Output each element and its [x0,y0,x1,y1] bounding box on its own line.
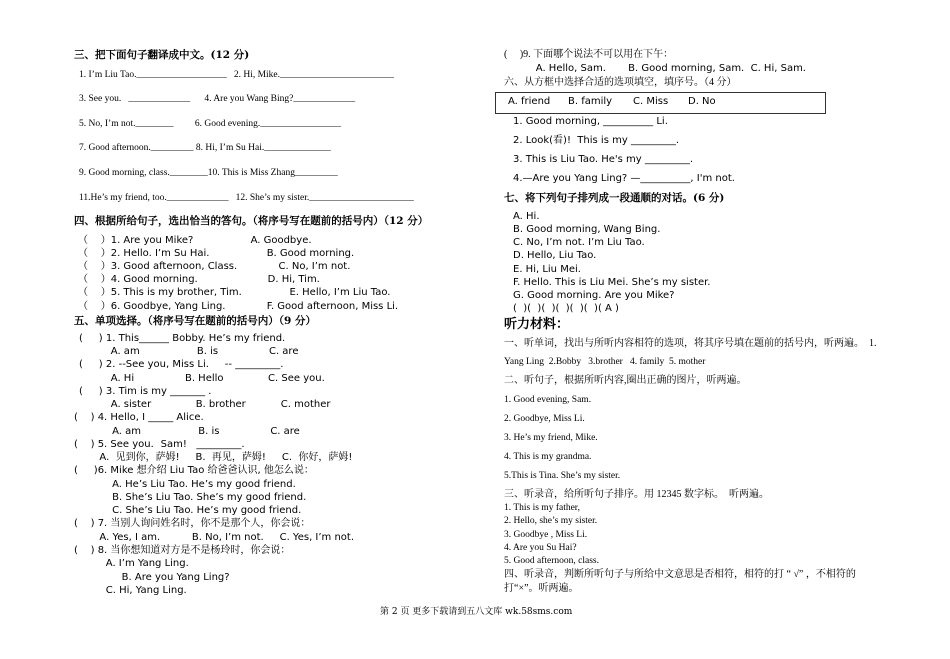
match-row: （ ）3. Good afternoon, Class. C. No, I’m not. [78,261,351,272]
choice-row: A. 见到你，萨姆! B. 再见，萨姆! C. 你好，萨姆! [74,452,353,463]
choice-row: ( ) 7. 当别人询问姓名时，你不是那个人，你会说： [74,518,311,529]
listening-line: 3. He’s my friend, Mike. [504,433,598,443]
choice-row: A. am B. is C. are [74,426,300,437]
dialog-line: G. Good morning. Are you Mike? [513,290,675,301]
listening-line: 2. Goodbye, Miss Li. [504,414,585,424]
choice-row: ( )6. Mike 想介绍 Liu Tao 给爸爸认识, 他怎么说： [74,465,314,476]
word-option: D. No [688,96,716,107]
answer-order: ( )( )( )( )( )( )( A ) [513,303,619,314]
listening-line: 一、听单词，找出与所听内容相符的选项，将其序号填在题前的括号内，听两遍。 1. [504,338,877,349]
choice-row: ( ) 2. --See you, Miss Li. -- _________. [79,359,284,370]
choice-row: A. sister B. brother C. mother [79,399,331,410]
choice-row: ( ) 1. This______ Bobby. He’s my friend. [79,333,286,344]
match-row: （ ）6. Goodbye, Yang Ling. F. Good afternoon, Miss Li. [78,301,399,312]
match-row: （ ）2. Hello. I’m Su Hai. B. Good morning. [78,248,355,259]
listening-line: 二、听句子，根据所听内容,圈出正确的图片，听两遍。 [504,375,747,386]
listening-line: 5.This is Tina. She’s my sister. [504,471,621,481]
dialog-line: D. Hello, Liu Tao. [513,250,597,261]
fill-blank-row: 3. This is Liu Tao. He's my _________. [513,154,694,165]
listening-line: 1. Good evening, Sam. [504,395,592,405]
listening-line: 5. Good afternoon, class. [504,556,599,566]
choice-row: A. Hi B. Hello C. See you. [79,373,325,384]
dialog-line: E. Hi, Liu Mei. [513,264,581,275]
translate-row: 5. No, I’m not.________ 6. Good evening._________________ [79,119,342,129]
choice-row: ( ) 5. See you．Sam! _________. [74,439,245,450]
word-option-box [495,92,826,114]
dialog-line: A. Hi. [513,211,540,222]
listening-line: Yang Ling 2.Bobby 3.brother 4. family 5. mother [504,357,706,367]
choice-row: C. She’s Liu Tao. He’s my good friend. [74,505,302,516]
choice-row: A. He’s Liu Tao. He’s my good friend. [74,479,296,490]
word-option: B. family [568,96,613,107]
listening-line: 4. Are you Su Hai? [504,543,577,553]
listening-line: 四、听录音，判断所听句子与所给中文意思是否相符，相符的打 “ √” ，不相符的 [504,569,856,580]
word-option: A. friend [508,96,551,107]
match-row: （ ）5. This is my brother, Tim. E. Hello, I’m Liu Tao. [78,287,391,298]
match-row: （ ）1. Are you Mike? A. Goodbye. [78,235,312,246]
translate-row: 11.He’s my friend, too._____________ 12. She’s my sister.______________________ [79,193,414,203]
choice-row: C. Hi, Yang Ling. [74,585,187,596]
translate-row: 7. Good afternoon._________ 8. Hi, I’m Su Hai.______________ [79,143,331,153]
fill-blank-row: 1. Good morning, __________ Li. [513,116,668,127]
listening-title: 听力材料： [504,317,570,332]
choice-row: A. am B. is C. are [79,346,299,357]
section-4-title: 四、根据所给句子，选出恰当的答句。（将序号写在题前的括号内）（12 分） [74,215,429,227]
section-6-title: 六、从方框中选择合适的选项填空，填序号。（4 分） [504,77,737,88]
question-9: ( )9. 下面哪个说法不可以用在下午： [504,49,674,60]
fill-blank-row: 4.—Are you Yang Ling? —__________, I'm not. [513,173,735,184]
word-option: C. Miss [633,96,669,107]
listening-line: 1. This is my father, [504,503,580,513]
dialog-line: C. No, I’m not. I’m Liu Tao. [513,237,645,248]
listening-line: 2. Hello, she’s my sister. [504,516,598,526]
listening-line: 三、听录音，给所听句子排序。用 12345 数字标。 听两遍。 [504,489,769,500]
section-3-title: 三、把下面句子翻译成中文。(12 分) [74,49,250,61]
choice-row: A. I’m Yang Ling. [74,558,189,569]
listening-line: 4. This is my grandma. [504,452,592,462]
listening-line: 打“×”。听两遍。 [504,583,579,594]
choice-row: ( ) 4. Hello, I _____ Alice. [74,412,204,423]
choice-row: ( ) 3. Tim is my _______ . [79,386,212,397]
listening-line: 3. Goodbye , Miss Li. [504,530,588,540]
translate-row: 3. See you. _____________ 4. Are you Wang Bing?_____________ [79,94,356,104]
translate-row: 9. Good morning, class.________10. This is Miss Zhang_________ [79,168,338,178]
dialog-line: B. Good morning, Wang Bing. [513,224,661,235]
section-7-title: 七、将下列句子排列成一段通顺的对话。(6 分) [504,192,725,204]
translate-row: 1. I’m Liu Tao.___________________ 2. Hi, Mike.________________________ [79,70,395,80]
choice-row: B. Are you Yang Ling? [74,572,230,583]
choice-row: ( ) 8. 当你想知道对方是不是杨玲时，你会说： [74,545,291,556]
fill-blank-row: 2. Look(看)! This is my _________. [513,135,680,146]
question-9-options: A. Hello, Sam. B. Good morning, Sam. C. Hi, Sam. [504,63,806,74]
dialog-line: F. Hello. This is Liu Mei. She’s my sister. [513,277,711,288]
match-row: （ ）4. Good morning. D. Hi, Tim. [78,274,320,285]
choice-row: A. Yes, I am. B. No, I’m not. C. Yes, I’m not. [74,532,355,543]
section-5-title: 五、单项选择。（将序号写在题前的括号内）（9 分） [74,315,316,327]
page-footer: 第 2 页 更多下载请到五八文库 wk.58sms.com [380,607,573,617]
choice-row: B. She’s Liu Tao. She’s my good friend. [74,492,307,503]
